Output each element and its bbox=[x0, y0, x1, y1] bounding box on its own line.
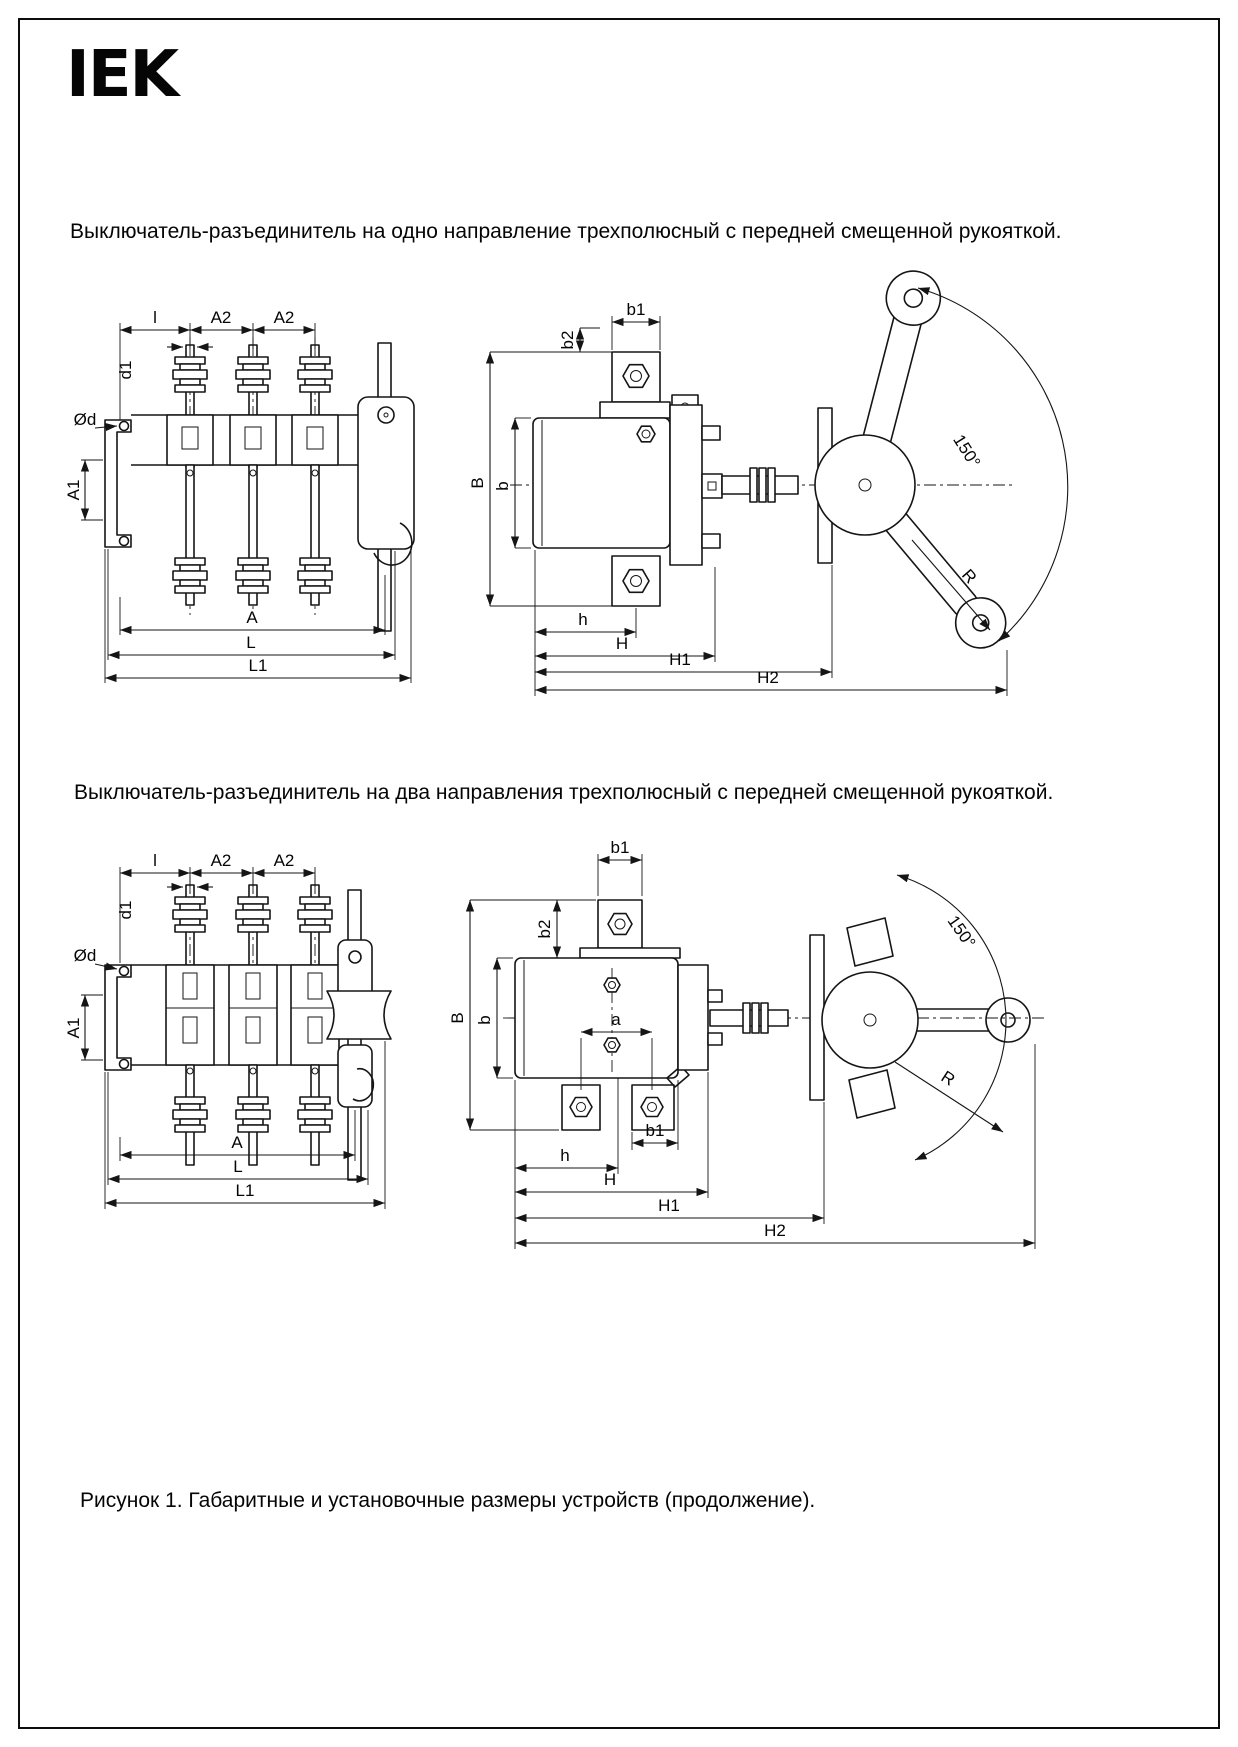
front-view-two-directions-drawing bbox=[55, 845, 425, 1245]
dim-label-A: A bbox=[246, 608, 258, 627]
side-view-two-directions-drawing bbox=[445, 840, 1065, 1270]
handle-upper-position bbox=[847, 265, 946, 461]
dim-label-H: H bbox=[615, 634, 629, 653]
dim-label-l: l bbox=[153, 308, 157, 327]
dim-label-od: Ød bbox=[73, 410, 97, 429]
handle-shaft-assembly bbox=[358, 343, 414, 631]
handle-hub bbox=[822, 972, 918, 1068]
dim-label-a1: A1 bbox=[64, 1017, 83, 1039]
dim-label-d1: d1 bbox=[116, 900, 135, 920]
pole-assemblies bbox=[167, 337, 338, 615]
mounting-bracket bbox=[105, 420, 131, 547]
drive-shaft bbox=[710, 1003, 788, 1033]
dim-label-b1-bottom: b1 bbox=[645, 1121, 665, 1140]
side-view-one-direction-drawing bbox=[450, 258, 1050, 703]
dim-label-a2-2: A2 bbox=[273, 851, 295, 870]
drive-shaft bbox=[722, 468, 798, 502]
dim-label-b1-top: b1 bbox=[610, 838, 630, 857]
dim-label-l: l bbox=[153, 851, 157, 870]
dim-label-a2-2: A2 bbox=[273, 308, 295, 327]
dim-label-L: L bbox=[246, 633, 256, 652]
front-view-one-direction-drawing bbox=[55, 275, 425, 705]
mounting-bracket bbox=[105, 965, 131, 1070]
dim-label-B: B bbox=[468, 477, 487, 489]
section1-title: Выключатель-разъединитель на одно направление трехполюсный с передней смещенной рукояткой. bbox=[70, 220, 1062, 243]
section2-title: Выключатель-разъединитель на два направления трехполюсный с передней смещенной рукояткой. bbox=[74, 781, 1054, 804]
dim-label-b2: b2 bbox=[558, 330, 577, 350]
dim-label-H2: H2 bbox=[757, 668, 779, 687]
handle-hub bbox=[815, 435, 915, 535]
dim-label-L1: L1 bbox=[235, 1181, 255, 1200]
pole-assemblies bbox=[166, 875, 339, 1165]
dim-label-A: A bbox=[231, 1133, 243, 1152]
dim-label-H2: H2 bbox=[764, 1221, 786, 1240]
dim-label-b2: b2 bbox=[535, 919, 554, 939]
dim-label-B: B bbox=[448, 1012, 467, 1024]
dim-label-R: R bbox=[957, 565, 981, 588]
dim-label-h: h bbox=[560, 1146, 570, 1165]
dim-label-b: b bbox=[493, 481, 512, 491]
iek-logo: IEK bbox=[66, 38, 178, 112]
drive-bracket bbox=[670, 405, 722, 565]
dim-label-b: b bbox=[475, 1015, 494, 1025]
dim-label-a: a bbox=[611, 1010, 621, 1029]
dim-label-L: L bbox=[233, 1157, 243, 1176]
handle-upper-stub bbox=[847, 918, 893, 966]
dim-label-a2-1: A2 bbox=[210, 851, 232, 870]
dim-label-d1: d1 bbox=[116, 360, 135, 380]
dim-label-a2-1: A2 bbox=[210, 308, 232, 327]
dim-label-L1: L1 bbox=[248, 656, 268, 675]
dim-label-H1: H1 bbox=[669, 650, 691, 669]
dim-label-angle: 150° bbox=[943, 911, 980, 952]
handle-main-position bbox=[905, 998, 1030, 1042]
dim-label-angle: 150° bbox=[949, 431, 985, 472]
figure-caption: Рисунок 1. Габаритные и установочные размеры устройств (продолжение). bbox=[80, 1489, 816, 1512]
dim-label-od: Ød bbox=[73, 946, 97, 965]
dim-label-a1: A1 bbox=[64, 479, 83, 501]
roller bbox=[327, 991, 391, 1039]
handle-lower-stub bbox=[849, 1070, 895, 1118]
dim-label-H: H bbox=[603, 1170, 617, 1189]
dim-label-R: R bbox=[937, 1067, 959, 1090]
handle-shaft-assembly bbox=[327, 890, 391, 1180]
dim-label-b1: b1 bbox=[626, 300, 646, 319]
dim-label-h: h bbox=[578, 610, 588, 629]
dim-label-H1: H1 bbox=[658, 1196, 680, 1215]
